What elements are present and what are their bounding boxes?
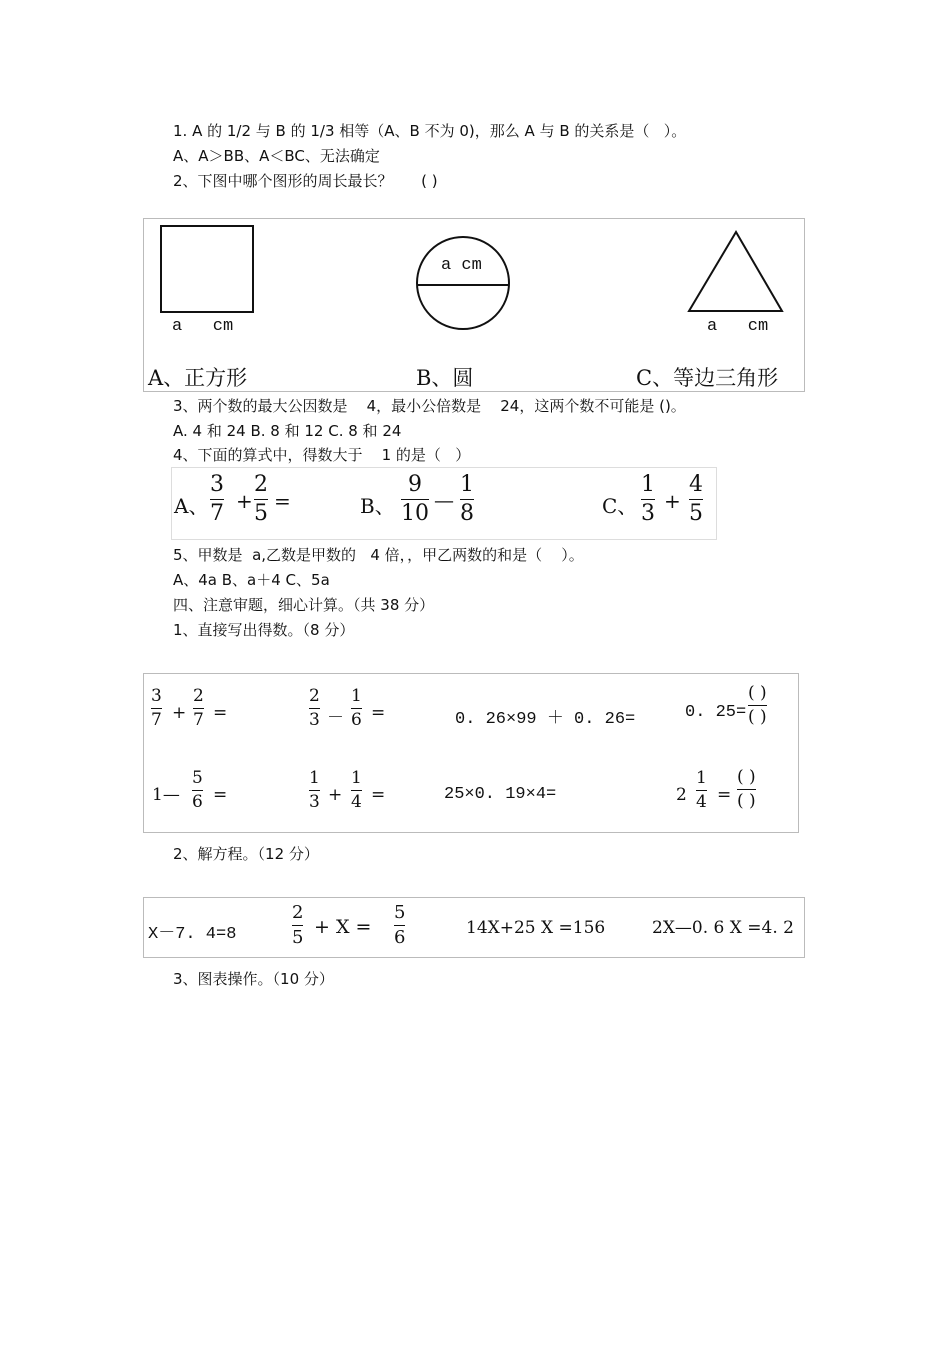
calc-r2c1-equals: = xyxy=(213,785,228,805)
option-a-fraction-1: 3 7 xyxy=(210,472,224,526)
square-shape xyxy=(161,226,253,312)
calc-r1c1-equals: = xyxy=(213,703,228,723)
option-a-prefix: A、 xyxy=(174,494,209,518)
calc-r2c4-equals: = xyxy=(717,785,732,805)
subsection-3-heading: 3、图表操作。（10 分） xyxy=(173,970,334,988)
option-a-operator: + xyxy=(236,489,253,513)
equation-1: X－7. 4=8 xyxy=(148,925,237,944)
subsection-2-heading: 2、解方程。（12 分） xyxy=(173,845,319,863)
option-b-fraction-2: 1 8 xyxy=(460,472,474,526)
question-3-options: A. 4 和 24 B. 8 和 12 C. 8 和 24 xyxy=(173,422,402,440)
calc-r2c4-fraction: 1 4 xyxy=(696,768,707,812)
square-dimension-label: a cm xyxy=(172,317,234,336)
calc-r2c2-operator: + xyxy=(328,785,343,805)
circle-dimension-label: a cm xyxy=(441,256,482,275)
calc-r2c4-whole: 2 xyxy=(676,785,687,805)
question-3: 3、两个数的最大公因数是 4，最小公倍数是 24，这两个数不可能是 ()。 xyxy=(173,397,686,415)
question-5: 5、甲数是 a,乙数是甲数的 4 倍，，甲乙两数的和是（ ）。 xyxy=(173,546,584,564)
equation-2-fraction-left: 2 5 xyxy=(292,902,304,948)
option-b-prefix: B、 xyxy=(360,494,395,518)
option-b-fraction-1: 9 10 xyxy=(401,472,429,526)
equation-2-fraction-right: 5 6 xyxy=(394,902,406,948)
option-a-equals: = xyxy=(274,489,291,513)
calc-r1c4-prefix: 0. 25= xyxy=(685,703,747,722)
calc-r1c1-fraction-2: 2 7 xyxy=(193,686,204,730)
calc-r2c1-prefix: 1— xyxy=(152,785,180,805)
option-c-fraction-2: 4 5 xyxy=(689,472,703,526)
question-4: 4、下面的算式中，得数大于 1 的是（ ） xyxy=(173,446,471,464)
subsection-1-heading: 1、直接写出得数。（8 分） xyxy=(173,621,355,639)
calc-r2c1-fraction: 5 6 xyxy=(192,768,203,812)
calc-r1c2-fraction-2: 1 6 xyxy=(351,686,362,730)
circle-shape xyxy=(417,237,509,329)
option-c-prefix: C、 xyxy=(602,494,638,518)
calc-r1c2-fraction-1: 2 3 xyxy=(309,686,320,730)
option-c-triangle-label: C、等边三角形 xyxy=(636,366,779,390)
calc-r2c2-equals: = xyxy=(371,785,386,805)
option-a-fraction-2: 2 5 xyxy=(254,472,268,526)
calc-r2c4-blank-fraction: ( ) ( ) xyxy=(737,767,756,811)
triangle-shape xyxy=(689,232,782,311)
question-1-options: A、A＞BB、A＜BC、无法确定 xyxy=(173,147,380,165)
section-4-heading: 四、注意审题，细心计算。（共 38 分） xyxy=(173,596,435,614)
calc-r1c2-operator: － xyxy=(327,708,344,728)
equation-2-middle: + X = xyxy=(314,916,372,938)
question-5-options: A、4a B、a＋4 C、5a xyxy=(173,571,330,589)
calc-r1c4-blank-fraction: ( ) ( ) xyxy=(748,683,767,727)
calc-r1c2-equals: = xyxy=(371,703,386,723)
calc-r2c3-expression: 25×0. 19×4= xyxy=(444,785,557,804)
calc-r2c2-fraction-2: 1 4 xyxy=(351,768,362,812)
question-4-options-figure xyxy=(171,467,717,540)
equation-4: 2X—0. 6 X =4. 2 xyxy=(652,918,794,938)
calc-r1c1-operator: + xyxy=(172,703,187,723)
equations-figure xyxy=(143,897,805,958)
option-a-square-label: A、正方形 xyxy=(148,366,248,390)
calc-r1c1-fraction-1: 3 7 xyxy=(151,686,162,730)
shapes-figure xyxy=(143,218,805,392)
option-c-operator: + xyxy=(664,489,681,513)
question-2: 2、下图中哪个图形的周长最长？ ( ) xyxy=(173,172,438,190)
option-b-circle-label: B、圆 xyxy=(416,366,474,390)
question-1: 1. A 的 1/2 与 B 的 1/3 相等（A、B 不为 0)，那么 A 与 B 的关系是（ ）。 xyxy=(173,122,687,140)
calc-r1c3-expression: 0. 26×99 ＋ 0. 26= xyxy=(455,710,636,729)
direct-calculation-figure xyxy=(143,673,799,833)
calc-r2c2-fraction-1: 1 3 xyxy=(309,768,320,812)
equation-3: 14X+25 X =156 xyxy=(466,918,606,938)
option-b-operator: — xyxy=(434,488,454,512)
option-c-fraction-1: 1 3 xyxy=(641,472,655,526)
triangle-dimension-label: a cm xyxy=(707,317,769,336)
